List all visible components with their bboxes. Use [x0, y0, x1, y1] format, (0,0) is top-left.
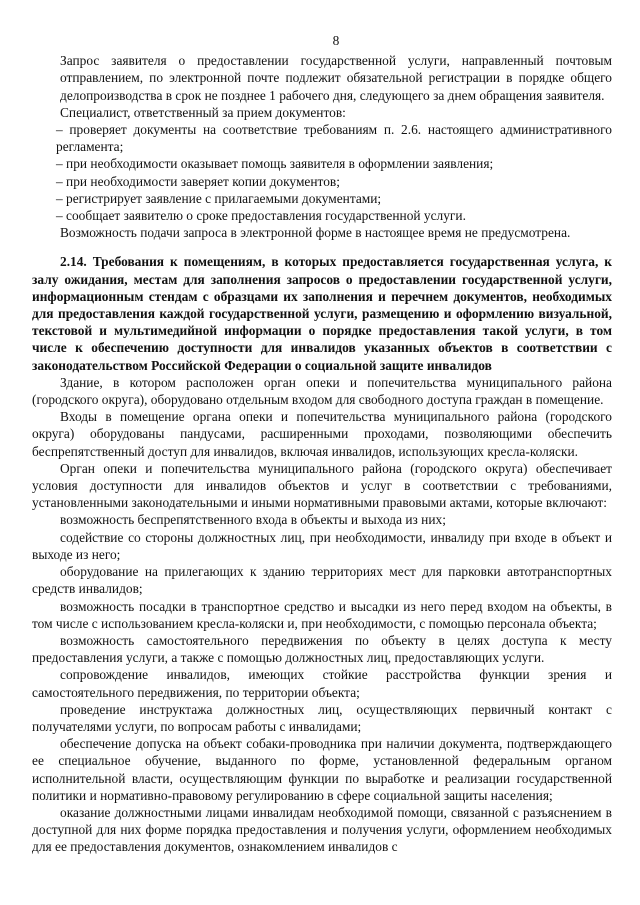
paragraph: Входы в помещение органа опеки и попечительства муниципального района (городского округа) оборудованы пандусами, расширенными проходами, позволяющими обеспечить беспрепятственный доступ для инвалидов, включая инвалидов, использующих кресла-коляски. — [32, 409, 612, 459]
spacer — [60, 241, 612, 253]
list-item: – сообщает заявителю о сроке предоставления государственной услуги. — [56, 208, 466, 224]
list-item: – регистрирует заявление с прилагаемыми документами; — [56, 190, 382, 206]
list-item: содействие со стороны должностных лиц, при необходимости, инвалиду при входе в объект и выходе из него; — [32, 529, 612, 562]
list-item: возможность самостоятельного передвижения по объекту в целях доступа к месту предоставления услуги, а также с помощью должностных лиц, предоставляющих услуги. — [32, 632, 612, 666]
section-heading: 2.14. Требования к помещениям, в которых предоставляется государственная услуга, к залу ожидания, местам для заполнения запросов о предоставлении государственной услуги, информационным стендам с образцами их заполнения и перечнем документов, необходимых для предоставления каждой государственной услуги, размещению и оформлению визуальной, текстовой и мультимедийной информации о порядке предоставления такой услуги, в том числе к обеспечению доступности для инвалидов указанных объектов в соответствии с законодательством Российской Федерации о социальной защите инвалидов — [32, 254, 612, 373]
list-item: обеспечение допуска на объект собаки-проводника при наличии документа, подтверждающего ее специальное обучение, выданного по форме, установленной федеральным органом исполнительной власти, осуществляющим функции по выработке и реализации государственной политики и нормативно-правовому регулированию в сфере социальной защиты населения; — [32, 736, 612, 803]
list-item: – при необходимости заверяет копии документов; — [56, 173, 340, 189]
paragraph: Специалист, ответственный за прием документов: — [60, 104, 346, 120]
list-item: – проверяет документы на соответствие требованиям п. 2.6. настоящего административного регламента; — [56, 122, 612, 155]
list-item: возможность посадки в транспортное средство и высадки из него перед входом на объекты, в том числе с использованием кресла-коляски и, при необходимости, с помощью персонала объекта; — [32, 598, 612, 631]
list-item: проведение инструктажа должностных лиц, осуществляющих первичный контакт с получателями услуги, по вопросам работы с инвалидами; — [32, 701, 612, 734]
list-item: сопровождение инвалидов, имеющих стойкие расстройства функции зрения и самостоятельного передвижения, по территории объекта; — [32, 667, 612, 700]
paragraph: Здание, в котором расположен орган опеки и попечительства муниципального района (городского округа), оборудовано отдельным входом для свободного доступа граждан в помещение. — [32, 374, 612, 408]
paragraph: Орган опеки и попечительства муниципального района (городского округа) обеспечивает условия доступности для инвалидов объектов и услуг в соответствии с требованиями, установленными законодательными и иными нормативными правовыми актами, которые включают: — [32, 460, 612, 511]
list-item: оказание должностными лицами инвалидам необходимой помощи, связанной с разъяснением в доступной для них форме порядка предоставления и получения услуги, оформлением необходимых для ее предоставления документов, ознакомлением инвалидов с — [32, 804, 612, 855]
list-item: оборудование на прилегающих к зданию территориях мест для парковки автотранспортных средств инвалидов; — [32, 564, 612, 597]
page-number: 8 — [332, 33, 340, 48]
list-item: возможность беспрепятственного входа в объекты и выхода из них; — [60, 512, 446, 528]
paragraph: Возможность подачи запроса в электронной форме в настоящее время не предусмотрена. — [60, 225, 571, 241]
list-item: – при необходимости оказывает помощь заявителя в оформлении заявления; — [56, 156, 494, 172]
paragraph: Запрос заявителя о предоставлении государственной услуги, направленный почтовым отправлением, по электронной почте подлежит обязательной регистрации в порядке общего делопроизводства в срок не позднее 1 рабочего дня, следующего за днем обращения заявителя. — [60, 53, 612, 103]
